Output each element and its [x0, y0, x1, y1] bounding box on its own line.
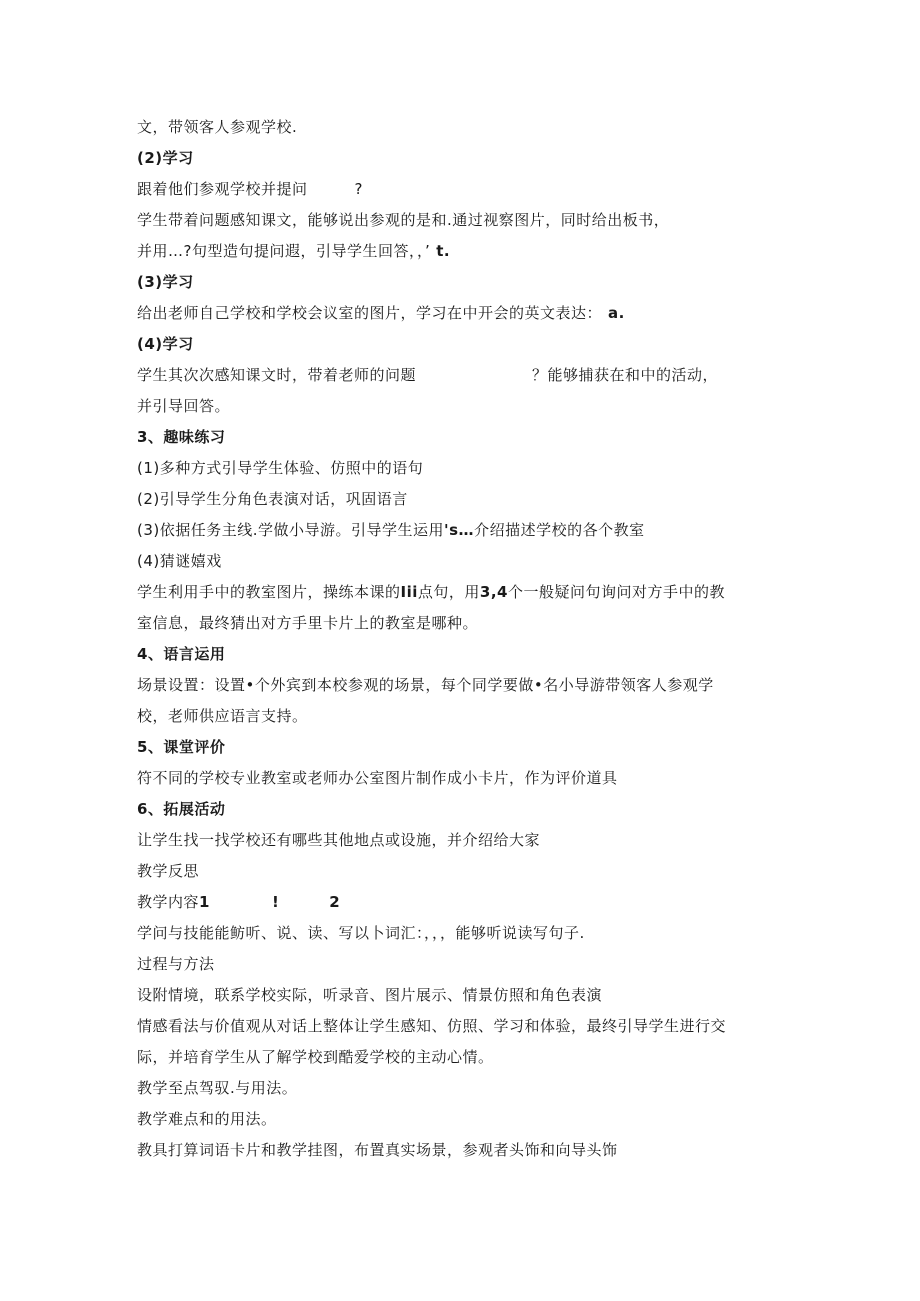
- text-line: 际，并培育学生从了解学校到酷爱学校的主动心情。: [137, 1048, 494, 1066]
- section-heading: 3、趣味练习: [137, 428, 226, 446]
- section-heading: 4、语言运用: [137, 645, 226, 663]
- text-line: (3)依据任务主线.学做小导游。引导学生运用's…介绍描述学校的各个教室: [137, 521, 645, 539]
- text-line: (1)多种方式引导学生体验、仿照中的语句: [137, 459, 424, 477]
- text-line: 校，老师供应语言支持。: [137, 707, 308, 725]
- text-line: 教学难点和的用法。: [137, 1110, 277, 1128]
- section-heading: (4)学习: [137, 335, 194, 353]
- text-line: (4)猜谜嬉戏: [137, 552, 222, 570]
- text-line: (2)引导学生分角色表演对话，巩固语言: [137, 490, 408, 508]
- text-line: 教学至点驾驭.与用法。: [137, 1079, 298, 1097]
- text-line: 教学反思: [137, 862, 200, 880]
- section-heading: 5、课堂评价: [137, 738, 226, 756]
- text-line: 学生带着问题感知课文，能够说出参观的是和.通过视察图片，同时给出板书，: [137, 211, 670, 229]
- text-line: 并引导回答。: [137, 397, 231, 415]
- text-line: 学生利用手中的教室图片，操练本课的Iii点句，用3,4个一般疑问句询问对方手中的教: [137, 583, 725, 601]
- text-line: 室信息，最终猜出对方手里卡片上的教室是哪种。: [137, 614, 479, 632]
- text-line: 设附情境，联系学校实际，听录音、图片展示、情景仿照和角色表演: [137, 986, 603, 1004]
- text-line: 给出老师自己学校和学校会议室的图片，学习在中开会的英文表达： a.: [137, 304, 625, 322]
- text-line: 文，带领客人参观学校.: [137, 118, 298, 136]
- text-line: 情感看法与价值观从对话上整体让学生感知、仿照、学习和体验，最终引导学生进行交: [137, 1017, 727, 1035]
- text-line: 过程与方法: [137, 955, 215, 973]
- text-line: 教具打算词语卡片和教学挂图，布置真实场景，参观者头饰和向导头饰: [137, 1141, 618, 1159]
- section-heading: (2)学习: [137, 149, 194, 167]
- section-heading: (3)学习: [137, 273, 194, 291]
- text-line: 学问与技能能鲂听、说、读、写以卜词汇：，，，能够听说读写句子.: [137, 924, 585, 942]
- text-line: 教学内容1 ! 2: [137, 893, 341, 911]
- text-line: 让学生找一找学校还有哪些其他地点或设施，并介绍给大家: [137, 831, 541, 849]
- text-line: 跟着他们参观学校并提问 ?: [137, 180, 363, 198]
- text-line: 场景设置：设置•个外宾到本校参观的场景，每个同学要做•名小导游带领客人参观学: [137, 676, 714, 694]
- text-line: 并用…?句型造句提问遐，引导学生回答，，’ t.: [137, 242, 451, 260]
- section-heading: 6、拓展活动: [137, 800, 226, 818]
- text-line: 学生其次次感知课文时，带着老师的问题 ？能够捕获在和中的活动，: [137, 366, 719, 384]
- text-line: 符不同的学校专业教室或老师办公室图片制作成小卡片，作为评价道具: [137, 769, 618, 787]
